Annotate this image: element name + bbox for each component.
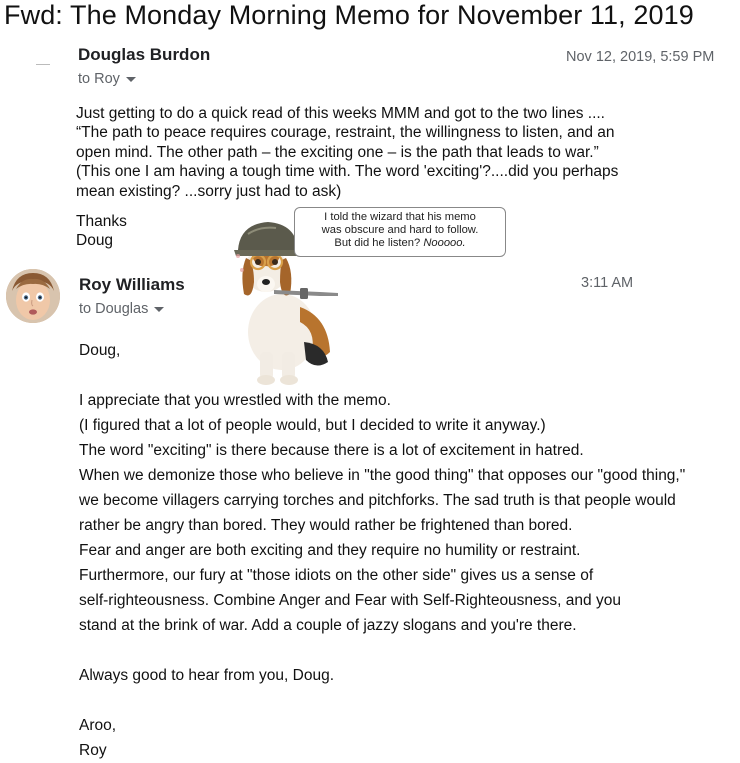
body-line: rather be angry than bored. They would rather be frightened than bored.	[79, 517, 573, 534]
bubble-emphasis: Nooooo.	[423, 237, 466, 249]
body-line: I appreciate that you wrestled with the memo.	[79, 392, 391, 409]
recipient-toggle[interactable]	[78, 71, 136, 87]
divider	[36, 64, 50, 65]
body-line: “The path to peace requires courage, restraint, the willingness to listen, and an	[76, 124, 615, 142]
body-line: stand at the brink of war. Add a couple of jazzy slogans and you're there.	[79, 617, 577, 634]
email-subject: Fwd: The Monday Morning Memo for November 11, 2019	[4, 0, 694, 30]
body-line: When we demonize those who believe in "the good thing" that opposes our "good thing,"	[79, 467, 686, 484]
signoff-line: Thanks	[76, 213, 127, 230]
recipient-label: to Douglas	[79, 301, 149, 317]
body-line: open mind. The other path – the exciting one – is the path that leads to war.”	[76, 143, 599, 161]
signoff-line: Doug	[76, 232, 114, 250]
boy-face-icon	[6, 269, 60, 323]
body-line: we become villagers carrying torches and pitchforks. The sad truth is that people would	[79, 492, 676, 509]
signoff-1	[76, 212, 127, 251]
body-line: Furthermore, our fury at "those idiots on the other side" gives us a sense of	[79, 567, 594, 584]
body-line: The word "exciting" is there because there is a lot of excitement in hatred.	[79, 442, 584, 459]
avatar[interactable]	[6, 269, 60, 323]
bubble-line: was obscure and hard to follow.	[321, 224, 479, 236]
chevron-down-icon[interactable]	[154, 307, 164, 312]
bubble-line	[295, 237, 505, 250]
body-line: Just getting to do a quick read of this weeks MMM and got to the two lines ....	[76, 105, 605, 122]
recipient-toggle[interactable]	[79, 301, 164, 317]
sender-name-roy[interactable]: Roy Williams	[79, 275, 185, 294]
speech-bubble	[294, 207, 506, 257]
message-date: 3:11 AM	[581, 275, 634, 291]
message-date: Nov 12, 2019, 5:59 PM	[566, 49, 715, 65]
body-line: self-righteousness. Combine Anger and Fear with Self-Righteousness, and you	[79, 592, 621, 609]
closing-line: Always good to hear from you, Doug.	[79, 667, 335, 684]
body-line: (This one I am having a tough time with. The word 'exciting'?....did you perhaps	[76, 163, 619, 181]
signoff-line: Aroo,	[79, 717, 117, 734]
bubble-line: I told the wizard that his memo	[324, 211, 476, 223]
chevron-down-icon[interactable]	[126, 77, 136, 82]
bubble-text: But did he listen?	[334, 237, 421, 249]
sender-name-douglas[interactable]: Douglas Burdon	[78, 45, 211, 64]
signoff-line: Roy	[79, 742, 107, 759]
body-line: (I figured that a lot of people would, but I decided to write it anyway.)	[79, 417, 546, 434]
greeting: Doug,	[79, 342, 121, 359]
message-body-1	[76, 104, 736, 201]
recipient-label: to Roy	[78, 71, 120, 87]
body-line: Fear and anger are both exciting and they require no humility or restraint.	[79, 542, 581, 559]
body-line: mean existing? ...sorry just had to ask)	[76, 182, 342, 200]
message-body-2	[79, 338, 739, 763]
